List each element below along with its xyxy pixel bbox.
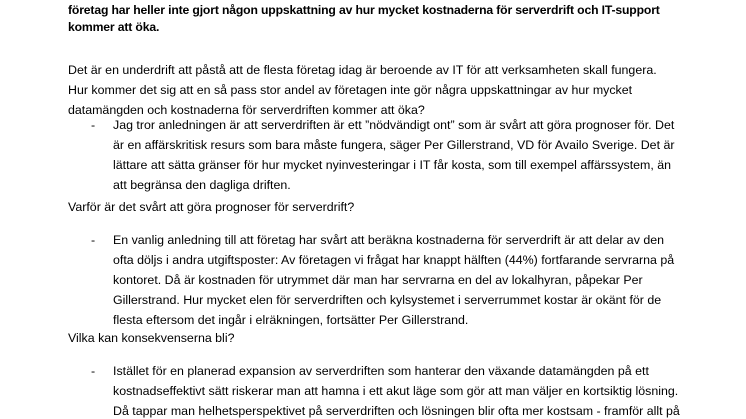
bullet-marker-1: - [91,118,96,132]
intro-bold-paragraph: företag har heller inte gjort någon uppskattning av hur mycket kostnaderna för serverdrift och IT-support kommer att öka. [68,3,660,34]
bullet-marker-2: - [91,233,96,247]
bullet-marker-3: - [91,364,96,378]
paragraph-1: Det är en underdrift att påstå att de flesta företag idag är beroende av IT för att verksamheten skall fungera. Hur kommer det sig att en så pass stor andel av företagen inte gör några uppskattningar av hur mycket datamängden och kostnaderna för serverdriften kommer att öka? [68,63,657,117]
bullet-item-3: Istället för en planerad expansion av serverdriften som hanterar den växande datamängden på ett kostnadseffektivt sätt riskerar man att hamna i ett akut läge som gör att man väljer en kortsiktig lösning. Då tappar man helhetsperspektivet på serverdriften och lösningen blir ofta mer kostsam - framför allt på [113,364,680,418]
bullet-item-1: Jag tror anledningen är att serverdriften är ett ”nödvändigt ont” som är svårt att göra prognoser för. Det är en affärskritisk resurs som bara måste fungera, säger Per Gillerstrand, VD för Availo Sverige. Det är lättare att sätta gränser för hur mycket nyinvesteringar i IT får kosta, som till exempel affärssystem, än att begränsa den dagliga driften. [113,118,675,192]
question-1: Varför är det svårt att göra prognoser för serverdrift? [68,200,355,214]
question-2: Vilka kan konsekvenserna bli? [68,331,235,345]
bullet-item-2: En vanlig anledning till att företag har svårt att beräkna kostnaderna för serverdrift är att delar av den ofta döljs i andra utgiftsposter: Av företagen vi frågat har knappt hälften (44%) fortfarande servrarna på kontoret. Då är kostnaden för utrymmet där man har servrarna en del av lokalhyran, påpekar Per Gillerstrand. Hur mycket elen för serverdriften och kylsystemet i serverrummet kostar är okänt för de flesta eftersom det ingår i elräkningen, fortsätter Per Gillerstrand. [113,233,675,327]
